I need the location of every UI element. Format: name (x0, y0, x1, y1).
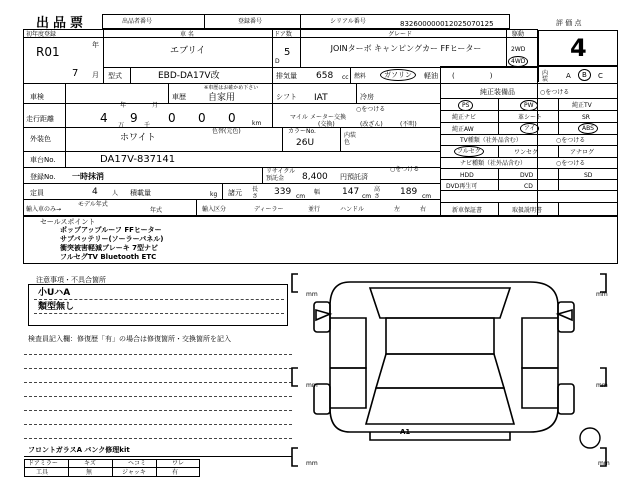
equip-airbag: アイ (520, 123, 539, 134)
car-name-value: エブリイ (170, 46, 206, 56)
equip-tv: 純正TV (572, 102, 592, 109)
interior-grade-b: B (578, 69, 591, 81)
page-title: 出品票 (36, 16, 88, 31)
car-damage-diagram (290, 268, 630, 478)
grade-score-label: 評 価 点 (556, 19, 582, 27)
meter-unknown: (不明) (400, 121, 417, 128)
first-reg-month: 7 (72, 68, 79, 79)
capacity-value: 4 (92, 187, 98, 197)
drive-label: 駆動 (512, 31, 525, 38)
displacement-value: 658 (316, 71, 334, 81)
legend-v1: 工具 (36, 469, 49, 476)
fuel-alt: 軽油 (424, 72, 438, 80)
first-reg-month-unit: 月 (92, 71, 99, 79)
notes-line-2: 類型無し (38, 302, 75, 312)
ac-label: 冷房 (360, 93, 374, 101)
import-dealer: ディーラー (254, 206, 284, 213)
shift-value: IAT (314, 93, 328, 103)
model-label: 型式 (108, 72, 122, 80)
fuel-label: 燃料 (354, 73, 367, 80)
inner-color-label: 内装色 (344, 132, 357, 146)
equip-pw: PW (520, 100, 538, 111)
equip-leather: 革シート (518, 114, 543, 121)
interior-label: 内装 (542, 70, 549, 83)
load-label: 積載量 (130, 189, 151, 197)
meter-back: (改ざん) (360, 121, 383, 128)
import-type-label: 輸入区分 (202, 206, 227, 213)
color-code-label: 色替(元色) (212, 128, 241, 135)
score-value: 4 (570, 34, 587, 62)
width-value: 147 (342, 187, 360, 197)
grade-value: JOINターボ キャンピングカー FFヒーター (330, 44, 482, 53)
door-label: ドア数 (274, 31, 292, 38)
height-value: 189 (400, 187, 418, 197)
grade-label: グレード (388, 31, 413, 38)
mileage-digit-1: 4 (100, 111, 108, 125)
seller-no-label: 出品者番号 (122, 18, 153, 25)
mileage-unit-km: km (252, 120, 262, 127)
mileage-digit-3: 0 (168, 111, 176, 125)
sales-line-1: ポップアップルーフ FFヒーター (60, 226, 162, 234)
cd-label: CD (524, 183, 533, 190)
sales-line-3: 衝突被害軽減ブレーキ 7型ナビ (60, 244, 159, 252)
dim-unit-ml: mm (306, 382, 318, 389)
sales-line-2: サブバッテリー(ソーラーパネル) (60, 235, 164, 243)
door-sub: D (275, 58, 280, 65)
color-label: 外装色 (30, 135, 51, 143)
height-label: 高さ (374, 186, 381, 200)
dim-unit-bl: mm (306, 460, 318, 467)
import-parallel: 並行 (308, 206, 321, 213)
usage-sub: ※車歴はお確かめ下さい (204, 85, 259, 91)
door-count: 5 (284, 47, 291, 58)
inspection-label: 車検 (30, 93, 44, 101)
handle-right: 右 (420, 206, 427, 213)
legend-h4: ワレ (172, 460, 185, 467)
import-only-label: 輸入車のみ→ (26, 206, 62, 213)
sales-line-4: フルセグTV Bluetooth ETC (60, 253, 157, 261)
dim-unit-br: mm (598, 460, 610, 467)
dim-unit-tl: mm (306, 291, 318, 298)
shift-label: シフト (276, 93, 297, 101)
drive-2wd: 2WD (511, 46, 526, 53)
serial-value: 832600000012025070125 (400, 20, 494, 28)
handle-label: ハンドル (340, 206, 365, 213)
meter-note: ○をつける (356, 106, 386, 113)
first-reg-year-unit: 年 (92, 41, 99, 49)
equip-title: 純正装備品 (480, 88, 515, 96)
fuel-paren: ( ) (452, 72, 493, 80)
equip-sr: SR (582, 114, 590, 121)
chassis-value: DA17V-837141 (100, 154, 176, 165)
equip-note: ○をつける (540, 89, 570, 96)
color-no-value: 26U (296, 138, 315, 148)
meter-change: メーター交換 (310, 114, 347, 121)
nav-sd: SD (584, 172, 593, 179)
first-reg-label: 初年度登録 (26, 31, 57, 38)
recycle-unit: 円預託済 (340, 173, 368, 181)
mileage-unit-sen: 千 (144, 122, 151, 129)
notes-line-1: 小UハA (38, 288, 71, 298)
inspection-month-unit: 月 (152, 102, 159, 109)
tv-analog: アナログ (570, 149, 595, 156)
inspection-year-unit: 年 (120, 102, 127, 109)
tv-title: TV種類（社外品含む） (460, 137, 522, 144)
warranty-label: 新車保証書 (452, 207, 483, 214)
inspector-handwritten: フロントガラスA バンク修理kit (28, 446, 130, 454)
first-reg-era: R01 (36, 45, 60, 59)
sales-points-label: セールスポイント (40, 218, 96, 226)
equip-ps: PS (458, 100, 473, 111)
drive-4wd: 4WD (508, 56, 528, 67)
legend-v4: 有 (172, 469, 179, 476)
dims-label: 諸元 (228, 189, 242, 197)
equip-nav: 純正ナビ (452, 114, 477, 121)
recycle-label: リサイクル預託金 (266, 168, 296, 182)
dim-unit-tr: mm (596, 291, 608, 298)
capacity-unit: 人 (112, 190, 119, 197)
handle-left: 左 (394, 206, 401, 213)
usage-value: 自家用 (208, 93, 236, 103)
capacity-label: 定員 (30, 189, 44, 197)
mileage-unit-man: 万 (118, 122, 125, 129)
displacement-label: 排気量 (276, 72, 297, 80)
equip-aw: 純正AW (452, 126, 474, 133)
inspector-label: 検査員記入欄：修復歴「有」の場合は修復箇所・交換箇所を記入 (28, 335, 231, 343)
displacement-unit: cc (342, 74, 349, 81)
color-value: ホワイト (120, 133, 156, 143)
length-unit: cm (296, 193, 306, 200)
tv-note: ○をつける (556, 137, 586, 144)
width-unit: cm (362, 193, 372, 200)
nav-note: ○をつける (556, 160, 586, 167)
tv-fullseg: フルセグ (454, 146, 484, 157)
notes-label: 注意事項・不具合箇所 (36, 276, 106, 284)
height-unit: cm (422, 193, 432, 200)
dim-unit-mr: mm (596, 382, 608, 389)
legend-v2: 無 (86, 469, 93, 476)
usage-label: 車歴 (172, 93, 186, 101)
model-value: EBD-DA17V改 (158, 71, 220, 81)
nav-title: ナビ種類（社外品含む） (460, 160, 527, 167)
reg-label: 登録No. (30, 173, 56, 181)
diagram-code-a1: A1 (400, 428, 411, 436)
nav-dvd: DVD (520, 172, 534, 179)
meter-odo: (交換) (318, 121, 335, 128)
color-no-label: カラーNo. (288, 128, 316, 135)
nav-hdd: HDD (460, 172, 474, 179)
model-year-label: モデル年式 (78, 201, 108, 208)
fuel-value: ガソリン (380, 69, 416, 81)
equip-abs: ABS (578, 123, 598, 134)
serial-label: シリアル番号 (330, 18, 366, 25)
tv-oneseg: ワンセグ (514, 149, 539, 156)
reg-value: 一時抹消 (72, 172, 104, 181)
legend-h2: キズ (84, 460, 96, 467)
recycle-value: 8,400 (302, 172, 328, 182)
mileage-label: 走行距離 (26, 115, 54, 123)
car-name-label: 車 名 (180, 31, 194, 38)
mileage-mile: マイル (290, 114, 308, 121)
length-label: 長さ (252, 186, 259, 200)
manual-label: 取扱説明書 (512, 207, 543, 214)
dvd-label: DVD再生可 (446, 183, 478, 190)
legend-h1: ドアミラー (28, 460, 58, 467)
chassis-label: 車台No. (30, 156, 56, 164)
mileage-digit-2: 9 (130, 111, 138, 125)
recycle-note: ○をつける (390, 166, 420, 173)
interior-grade-a: A (566, 72, 571, 80)
length-value: 339 (274, 187, 292, 197)
model-year-unit: 年式 (150, 207, 163, 214)
mileage-digit-4: 0 (198, 111, 206, 125)
interior-grade-c: C (598, 72, 603, 80)
legend-v3: ジャッキ (122, 469, 146, 476)
mileage-digit-5: 0 (228, 111, 236, 125)
legend-h3: ヘコミ (128, 460, 147, 467)
registration-no-label: 登録番号 (238, 18, 263, 25)
load-unit: kg (210, 191, 218, 198)
width-label: 幅 (314, 189, 321, 196)
